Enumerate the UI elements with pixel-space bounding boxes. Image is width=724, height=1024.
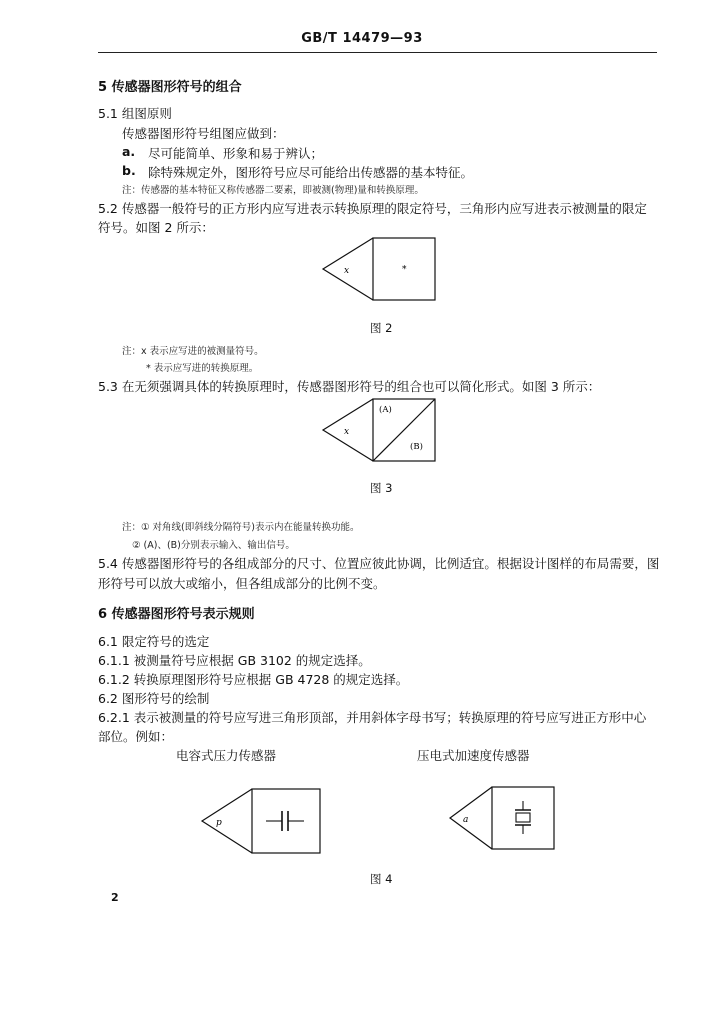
figure-4-piezoelectric-accelerometer [446,783,558,855]
fig2-principle-label: * [402,265,407,275]
figure-3-note-1: 注：① 对角线(即斜线分隔符号)表示内在能量转换功能。 [122,522,360,533]
example-1-title: 电容式压力传感器 [176,748,277,763]
figure-4-capacitive-pressure-sensor [198,785,328,857]
item-a-label: a. [122,144,136,159]
figure-2-sensor-symbol [318,234,442,304]
clause-5-1-note: 注：传感器的基本特征又称传感器二要素，即被测(物理)量和转换原理。 [122,185,424,196]
clause-5-2-line1: 5.2 传感器一般符号的正方形内应写进表示转换原理的限定符号，三角形内应写进表示被测量的限定 [98,201,647,216]
figure-3-note-2: ② (A)、(B)分别表示输入、输出信号。 [132,540,295,551]
header-rule [98,52,657,53]
capacitor-icon [266,811,304,831]
figure-4-caption: 图 4 [370,872,393,886]
clause-5-1-title: 5.1 组图原则 [98,106,172,121]
example-2-title: 压电式加速度传感器 [417,748,530,763]
fig4b-measurand-label: a [463,815,469,825]
clause-6-2-1-line2: 部位。例如： [98,729,174,744]
clause-5-2-line2: 符号。如图 2 所示： [98,220,214,235]
clause-6-1-1: 6.1.1 被测量符号应根据 GB 3102 的规定选择。 [98,653,371,668]
fig3-output-label: (B) [410,442,423,452]
clause-5-4-line1: 5.4 传感器图形符号的各组成部分的尺寸、位置应彼此协调，比例适宜。根据设计图样的布局需要，图 [98,556,660,571]
clause-6-1-2: 6.1.2 转换原理图形符号应根据 GB 4728 的规定选择。 [98,672,409,687]
fig4b-square [492,787,554,849]
fig4b-triangle [450,787,492,849]
clause-6-2: 6.2 图形符号的绘制 [98,691,210,706]
section-5-title: 5 传感器图形符号的组合 [98,80,242,95]
fig4a-measurand-label: p [216,818,222,828]
clause-5-4-line2: 形符号可以放大或缩小，但各组成部分的比例不变。 [98,576,386,591]
item-b-label: b. [122,163,136,178]
section-6-title: 6 传感器图形符号表示规则 [98,607,255,622]
page-number: 2 [111,891,119,904]
figure-3-simplified-symbol [318,395,442,467]
item-a-text: 尽可能简单、形象和易于辨认； [148,146,324,161]
fig3-input-label: (A) [379,405,392,415]
fig3-measurand-label: x [344,427,350,437]
fig4a-triangle [202,789,252,853]
figure-2-caption: 图 2 [370,321,393,335]
clause-6-2-1-line1: 6.2.1 表示被测量的符号应写进三角形顶部，并用斜体字母书写；转换原理的符号应写进正方形中心 [98,710,647,725]
figure-2-note-2: * 表示应写进的转换原理。 [146,363,259,374]
page-header: GB/T 14479—93 [301,31,423,46]
clause-5-3: 5.3 在无须强调具体的转换原理时，传感器图形符号的组合也可以简化形式。如图 3 所示： [98,379,601,394]
clause-5-1-intro: 传感器图形符号组图应做到： [122,126,285,141]
piezo-crystal-icon [515,801,531,834]
item-b-text: 除特殊规定外，图形符号应尽可能给出传感器的基本特征。 [148,165,474,180]
figure-3-caption: 图 3 [370,481,393,495]
clause-6-1: 6.1 限定符号的选定 [98,634,210,649]
fig2-measurand-label: x [344,266,350,276]
figure-2-note-1: 注：x 表示应写进的被测量符号。 [122,346,264,357]
fig4a-square [252,789,320,853]
